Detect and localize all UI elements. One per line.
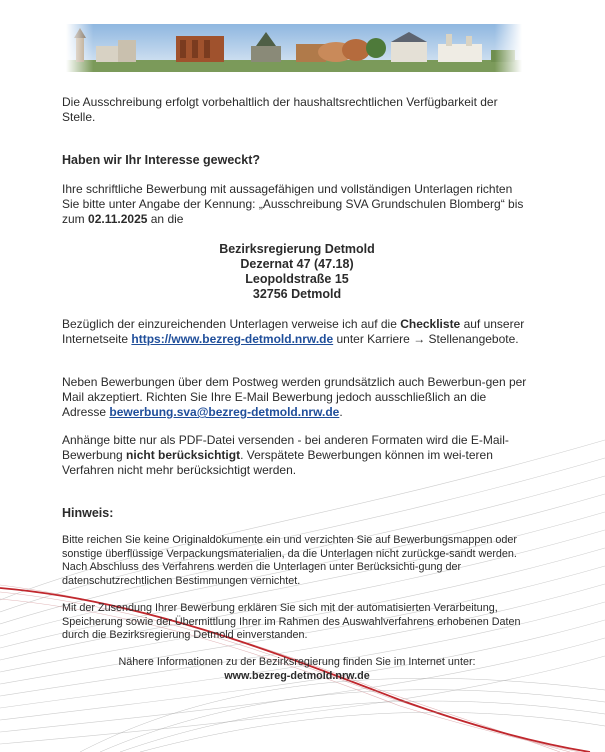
header-banner-image	[66, 24, 522, 72]
checklist-paragraph	[62, 317, 532, 347]
checklist-text: Bezüglich der einzureichenden Unterlagen verweise ich auf die	[62, 317, 401, 331]
attachments-text-2: . Verspätete Bewerbungen können im wei-teren Verfahren nicht mehr berücksichtigt werden.	[62, 448, 493, 477]
attachments-paragraph	[62, 433, 532, 478]
address-line-4: 32756 Detmold	[252, 287, 342, 301]
deadline-date: 02.11.2025	[88, 212, 148, 226]
attachments-text: Anhänge bitte nur als PDF-Datei versenden - bei anderen Formaten wird die E-Mail-Bewerbung	[62, 433, 509, 462]
footer-url[interactable]: www.bezreg-detmold.nrw.de	[224, 670, 370, 682]
address-line-2: Dezernat 47 (47.18)	[240, 257, 354, 271]
interest-heading: Haben wir Ihr Interesse geweckt?	[62, 153, 260, 167]
checklist-bold: Checkliste	[400, 317, 461, 331]
website-link[interactable]: https://www.bezreg-detmold.nrw.de	[131, 332, 334, 346]
application-paragraph	[62, 182, 532, 227]
intro-paragraph: Die Ausschreibung erfolgt vorbehaltlich der haushaltsrechtlichen Verfügbarkeit der Stelle.	[62, 95, 498, 124]
address-line-3: Leopoldstraße 15	[245, 272, 349, 286]
checklist-text-3: unter Karriere → Stellenangebote.	[333, 332, 519, 346]
email-text: Neben Bewerbungen über dem Postweg werden grundsätzlich auch Bewerbun-gen per Mail akzeptiert. Richten Sie Ihre E-Mail Bewerbung jedoch ausschließlich an die Adresse	[62, 375, 527, 419]
footer-info: Nähere Informationen zu der Bezirksregierung finden Sie im Internet unter:	[118, 656, 476, 668]
note-paragraph-1: Bitte reichen Sie keine Originaldokumente ein und verzichten Sie auf Bewerbungsmappen oder sonstige überflüssige Verpackungsmaterialien, da die Unterlagen nicht zurückge-sandt werden. Nach Abschluss des Verfahrens werden die Unterlagen unter Berücksichti-gung der datenschutzrechtlichen Bestimmungen vernichtet.	[62, 534, 517, 587]
address-block	[62, 242, 532, 302]
application-text-end: an die	[147, 212, 184, 226]
note-paragraph-2: Mit der Zusendung Ihrer Bewerbung erklären Sie sich mit der automatisierten Verarbeitung, Speicherung sowie der Übermittlung Ihrer im Rahmen des Auswahlverfahrens erhobenen Daten durch die Bezirksregierung Detmold einverstanden.	[62, 602, 521, 641]
checklist-text-2: auf unserer Internetseite	[62, 317, 525, 346]
email-text-end: .	[339, 405, 343, 419]
email-paragraph	[62, 375, 532, 420]
note-heading: Hinweis:	[62, 506, 114, 520]
application-text: Ihre schriftliche Bewerbung mit aussagefähigen und vollständigen Unterlagen richten Sie bitte unter Angabe der Kennung: „Ausschreibung SVA Grundschulen Blomberg“ bis zum	[62, 182, 524, 226]
attachments-bold: nicht berücksichtigt	[126, 448, 241, 462]
email-link[interactable]: bewerbung.sva@bezreg-detmold.nrw.de	[109, 405, 340, 419]
address-line-1: Bezirksregierung Detmold	[219, 242, 375, 256]
